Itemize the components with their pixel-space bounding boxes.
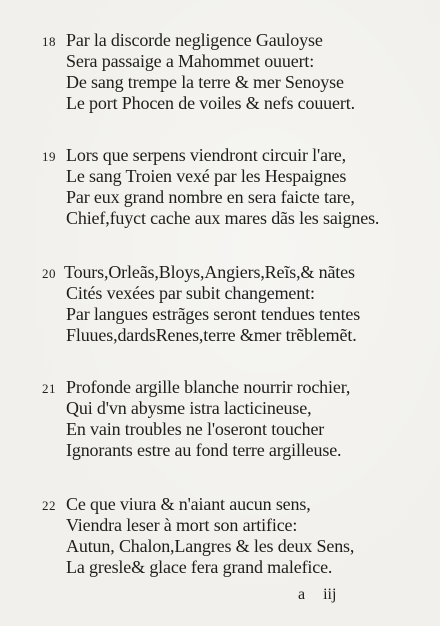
verse-line: Le sang Troien vexé par les Hespaignes: [66, 166, 347, 186]
verse-line: En vain troubles ne l'oseront toucher: [66, 419, 325, 439]
verse-line: Viendra leser à mort son artifice:: [66, 515, 298, 535]
verse-line: La gresle& glace fera grand malefice.: [66, 557, 333, 577]
verse-line: Lors que serpens viendront circuir l'are,: [66, 145, 346, 165]
verse-line: Ignorants estre au fond terre argilleuse.: [66, 440, 342, 460]
verse-line: Autun, Chalon,Langres & les deux Sens,: [66, 536, 355, 556]
verse-line: Par la discorde negligence Gauloyse: [66, 30, 323, 50]
quatrain-number: 18: [42, 34, 56, 49]
verse-line: Sera passaige a Mahommet ouuert:: [66, 51, 315, 71]
quatrain-number: 20: [42, 266, 56, 281]
quatrain-number: 21: [42, 381, 56, 396]
signature-letter: a: [298, 586, 306, 603]
verse-line: Par langues estrãges seront tendues tentes: [66, 304, 361, 324]
quatrain-number: 22: [42, 498, 56, 513]
verse-line: Le port Phocen de voiles & nefs couuert.: [66, 93, 355, 113]
signature-mark: [298, 586, 336, 604]
verse-line: Tours,Orleãs,Bloys,Angiers,Reĩs,& nãtes: [64, 262, 355, 282]
verse-line: De sang trempe la terre & mer Senoyse: [66, 72, 344, 92]
verse-line: Cités vexées par subit changement:: [66, 283, 315, 303]
verse-line: Ce que viura & n'aiant aucun sens,: [66, 494, 311, 514]
quatrain-number: 19: [42, 149, 56, 164]
verse-line: Profonde argille blanche nourrir rochier,: [66, 377, 351, 397]
signature-numeral: iij: [323, 586, 337, 603]
verse-line: Chief,fuyct cache aux mares dãs les saignes.: [66, 208, 380, 228]
verse-line: Par eux grand nombre en sera faicte tare,: [66, 187, 355, 207]
verse-line: Qui d'vn abysme istra lacticineuse,: [66, 398, 312, 418]
verse-line: Fluues,dardsRenes,terre &mer trẽblemẽt.: [66, 325, 357, 345]
